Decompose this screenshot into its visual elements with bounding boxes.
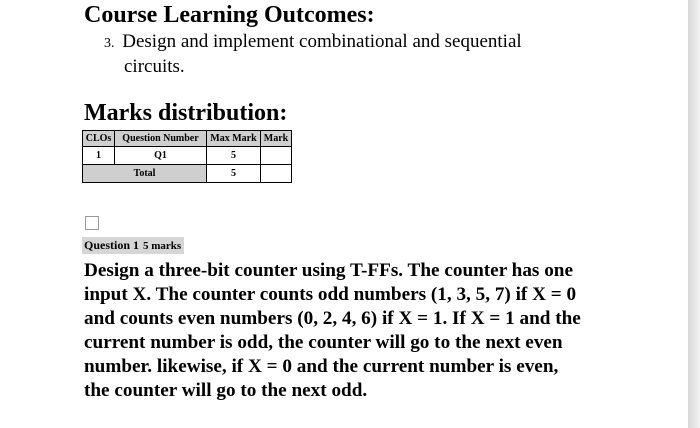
total-label: Total bbox=[83, 165, 207, 183]
course-learning-outcomes-heading: Course Learning Outcomes: bbox=[84, 2, 375, 28]
marks-table-header-row bbox=[83, 131, 292, 147]
question-text-line: current number is odd, the counter will go to the next even bbox=[84, 332, 563, 353]
total-mark bbox=[261, 165, 292, 183]
header-mark: Mark bbox=[261, 131, 292, 147]
question-marks-label: 5 marks bbox=[143, 240, 182, 252]
page-edge-shadow bbox=[688, 0, 700, 428]
header-clos: CLOs bbox=[83, 131, 115, 147]
question-text-line: the counter will go to the next odd. bbox=[84, 380, 368, 401]
question-text-line: input X. The counter counts odd numbers (1, 3, 5, 7) if X = 0 bbox=[84, 284, 577, 305]
marks-table bbox=[82, 130, 292, 183]
marks-distribution-heading: Marks distribution: bbox=[84, 100, 288, 126]
question-checkbox[interactable] bbox=[85, 216, 99, 230]
total-row bbox=[83, 165, 292, 183]
cell-max-mark: 5 bbox=[207, 147, 261, 165]
question-text bbox=[84, 259, 644, 403]
total-value: 5 bbox=[207, 165, 261, 183]
outcome-number: 3. bbox=[104, 36, 115, 51]
outcome-text-line-2: circuits. bbox=[124, 56, 185, 77]
question-number-label: Question 1 bbox=[84, 238, 140, 252]
header-question-number: Question Number bbox=[115, 131, 207, 147]
outcome-text-line-1: Design and implement combinational and sequential bbox=[122, 31, 522, 52]
cell-clo: 1 bbox=[83, 147, 115, 165]
table-row bbox=[83, 147, 292, 165]
learning-outcome-item bbox=[104, 30, 574, 78]
cell-question: Q1 bbox=[115, 147, 207, 165]
question-label-badge bbox=[82, 237, 184, 254]
question-text-line: number. likewise, if X = 0 and the current number is even, bbox=[84, 356, 559, 377]
header-max-mark: Max Mark bbox=[207, 131, 261, 147]
question-text-line: Design a three-bit counter using T-FFs. The counter has one bbox=[84, 260, 573, 281]
question-text-line: and counts even numbers (0, 2, 4, 6) if X = 1. If X = 1 and the bbox=[84, 308, 581, 329]
cell-mark bbox=[261, 147, 292, 165]
